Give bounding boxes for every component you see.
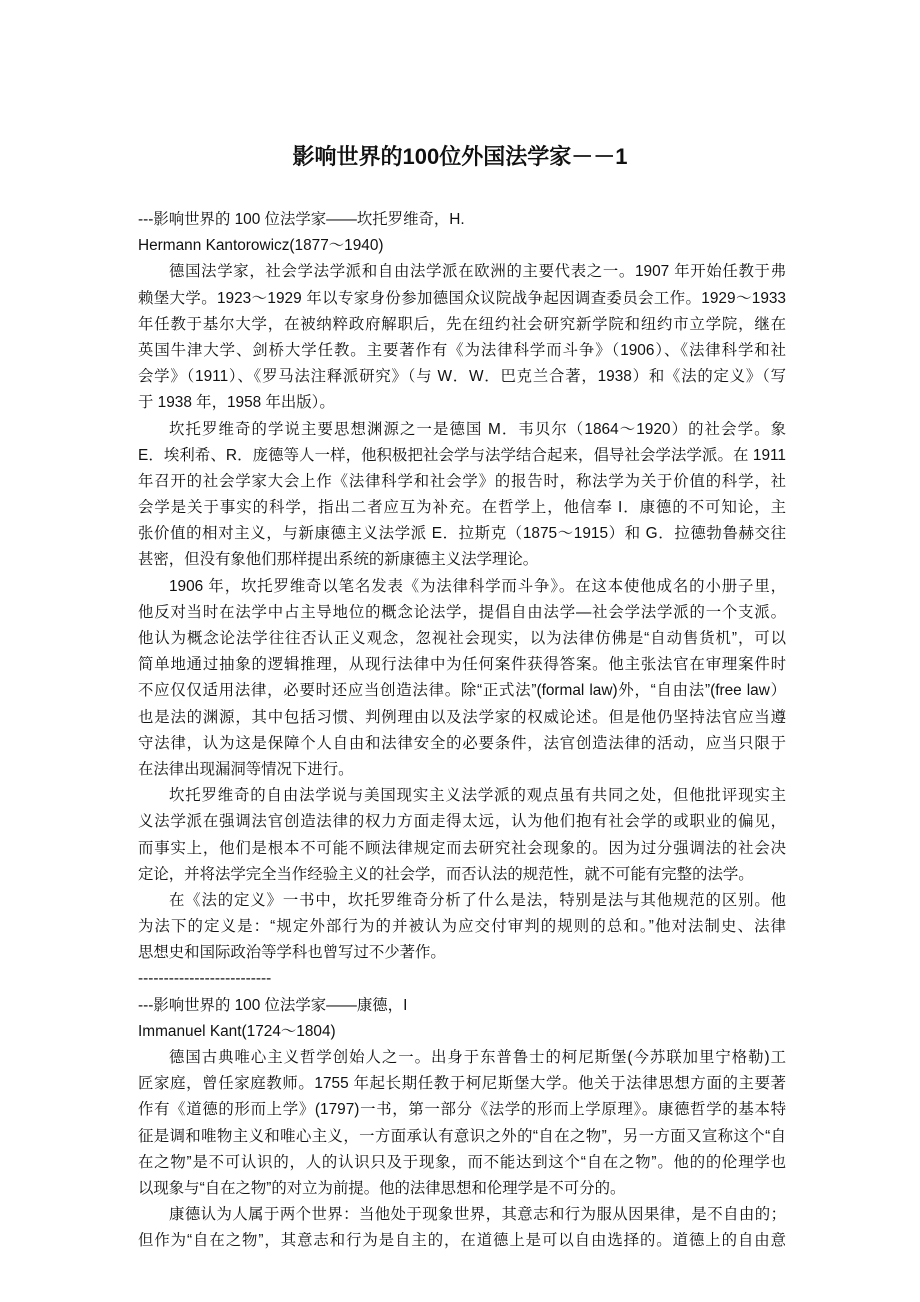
text-line: 义法学派在强调法官创造法律的权力方面走得太远，认为他们抱有社会学的或职业的偏见， <box>138 813 786 831</box>
paragraph <box>138 417 786 574</box>
text-line: 年召开的社会学家大会上作《法律科学和社会学》的报告时，称法学为关于价值的科学，社 <box>138 472 786 490</box>
text-line: 简单地通过抽象的逻辑推理，从现行法律中为任何案件获得答案。他主张法官在审理案件时 <box>138 656 786 674</box>
text-line: 在之物”是不可认识的，人的认识只及于现象，而不能达到这个“自在之物”。他的的伦理学也 <box>138 1153 786 1171</box>
paragraph <box>138 1202 786 1254</box>
text-line: 征是调和唯物主义和唯心主义，一方面承认有意识之外的“自在之物”，另一方面又宣称这个“自 <box>138 1127 786 1145</box>
heading-line <box>138 207 786 233</box>
text-line: 作有《道德的形而上学》(1797)一书，第一部分《法学的形而上学原理》。康德哲学的基本特 <box>138 1101 786 1119</box>
text-line: 定论，并将法学完全当作经验主义的社会学，而否认法的规范性，就不可能有完整的法学。 <box>138 865 754 883</box>
text-line: -------------------------- <box>138 970 272 988</box>
paragraph <box>138 259 786 416</box>
text-line: 年任教于基尔大学，在被纳粹政府解职后，先在纽约社会研究新学院和纽约市立学院，继在 <box>138 315 786 333</box>
paragraph <box>138 783 786 888</box>
paragraph <box>138 574 786 784</box>
text-line: 德国古典唯心主义哲学创始人之一。出身于东普鲁士的柯尼斯堡(今苏联加里宁格勒)工 <box>169 1049 786 1066</box>
text-line: 以现象与“自在之物”的对立为前提。他的法律思想和伦理学是不可分的。 <box>138 1179 626 1197</box>
text-line: 会学》（1911）、《罗马法注释派研究》（与 W．W．巴克兰合著，1938）和《法的定义》（写 <box>138 368 786 386</box>
text-line: Hermann Kantorowicz(1877～1940) <box>138 237 384 255</box>
document-title: 影响世界的100位外国法学家－－1 <box>292 144 628 169</box>
paragraph <box>138 1045 786 1202</box>
text-line: ---影响世界的 100 位法学家——坎托罗维奇，H. <box>138 211 465 228</box>
text-line: 也是法的渊源，其中包括习惯、判例理由以及法学家的权威论述。但是他仍坚持法官应当遵 <box>138 708 786 726</box>
text-line: 不应仅仅适用法律，必要时还应当创造法律。除“正式法”(formal law)外，“自由法”(free law） <box>138 682 786 700</box>
text-line: ---影响世界的 100 位法学家——康德，I <box>138 996 408 1014</box>
text-line: 而事实上，他们是根本不可能不顾法律规定而去研究社会现象的。因为过分强调法的社会决 <box>138 839 786 857</box>
heading-line <box>138 993 786 1019</box>
text-line: 英国牛津大学、剑桥大学任教。主要著作有《为法律科学而斗争》（1906）、《法律科学和社 <box>138 341 786 359</box>
text-line: 会学是关于事实的科学，指出二者应互为补充。在哲学上，他信奉 I．康德的不可知论，主 <box>138 499 786 517</box>
text-line: 但作为“自在之物”，其意志和行为是自主的，在道德上是可以自由选择的。道德上的自由意 <box>138 1232 786 1250</box>
text-line: 坎托罗维奇的自由法学说与美国现实主义法学派的观点虽有共同之处，但他批评现实主 <box>169 787 786 805</box>
text-line: Immanuel Kant(1724～1804) <box>138 1022 336 1040</box>
text-line: E．埃利希、R．庞德等人一样，他积极把社会学与法学结合起来，倡导社会学法学派。在 1911 <box>138 446 786 464</box>
text-line: 为法下的定义是：“规定外部行为的并被认为应交付审判的规则的总和。”他对法制史、法律 <box>138 918 786 936</box>
text-line: 康德认为人属于两个世界：当他处于现象世界，其意志和行为服从因果律，是不自由的； <box>169 1206 786 1224</box>
text-line: 守法律，认为这是保障个人自由和法律安全的必要条件，法官创造法律的活动，应当只限于 <box>138 734 786 752</box>
text-line: 他认为概念论法学往往否认正义观念，忽视社会现实，以为法律仿佛是“自动售货机”，可以 <box>138 630 786 647</box>
text-line: 赖堡大学。1923～1929 年以专家身份参加德国众议院战争起因调查委员会工作。1929～1933 <box>138 289 786 307</box>
text-line: 思想史和国际政治等学科也曾写过不少著作。 <box>138 944 446 962</box>
paragraph <box>138 888 786 967</box>
text-line: 张价值的相对主义，与新康德主义法学派 E．拉斯克（1875～1915）和 G．拉德勃鲁赫交往 <box>138 525 787 543</box>
text-line: 德国法学家，社会学法学派和自由法学派在欧洲的主要代表之一。1907 年开始任教于弗 <box>169 263 786 281</box>
text-line: 坎托罗维奇的学说主要思想渊源之一是德国 M．韦贝尔（1864～1920）的社会学。象 <box>169 420 786 438</box>
heading-line <box>138 233 786 259</box>
text-line: 他反对当时在法学中占主导地位的概念论法学，提倡自由法学—社会学法学派的一个支派。 <box>138 603 786 621</box>
text-line: 匠家庭，曾任家庭教师。1755 年起长期任教于柯尼斯堡大学。他关于法律思想方面的主要著 <box>138 1075 786 1093</box>
heading-line <box>138 1019 786 1045</box>
text-line: 于 1938 年，1958 年出版）。 <box>138 394 335 412</box>
text-line: 在《法的定义》一书中，坎托罗维奇分析了什么是法，特别是法与其他规范的区别。他 <box>169 891 786 909</box>
text-line: 1906 年，坎托罗维奇以笔名发表《为法律科学而斗争》。在这本使他成名的小册子里， <box>169 577 786 595</box>
divider-line <box>138 966 786 992</box>
text-line: 在法律出现漏洞等情况下进行。 <box>138 760 354 778</box>
document-body <box>138 207 786 1255</box>
text-line: 甚密，但没有象他们那样提出系统的新康德主义法学理论。 <box>138 551 539 569</box>
